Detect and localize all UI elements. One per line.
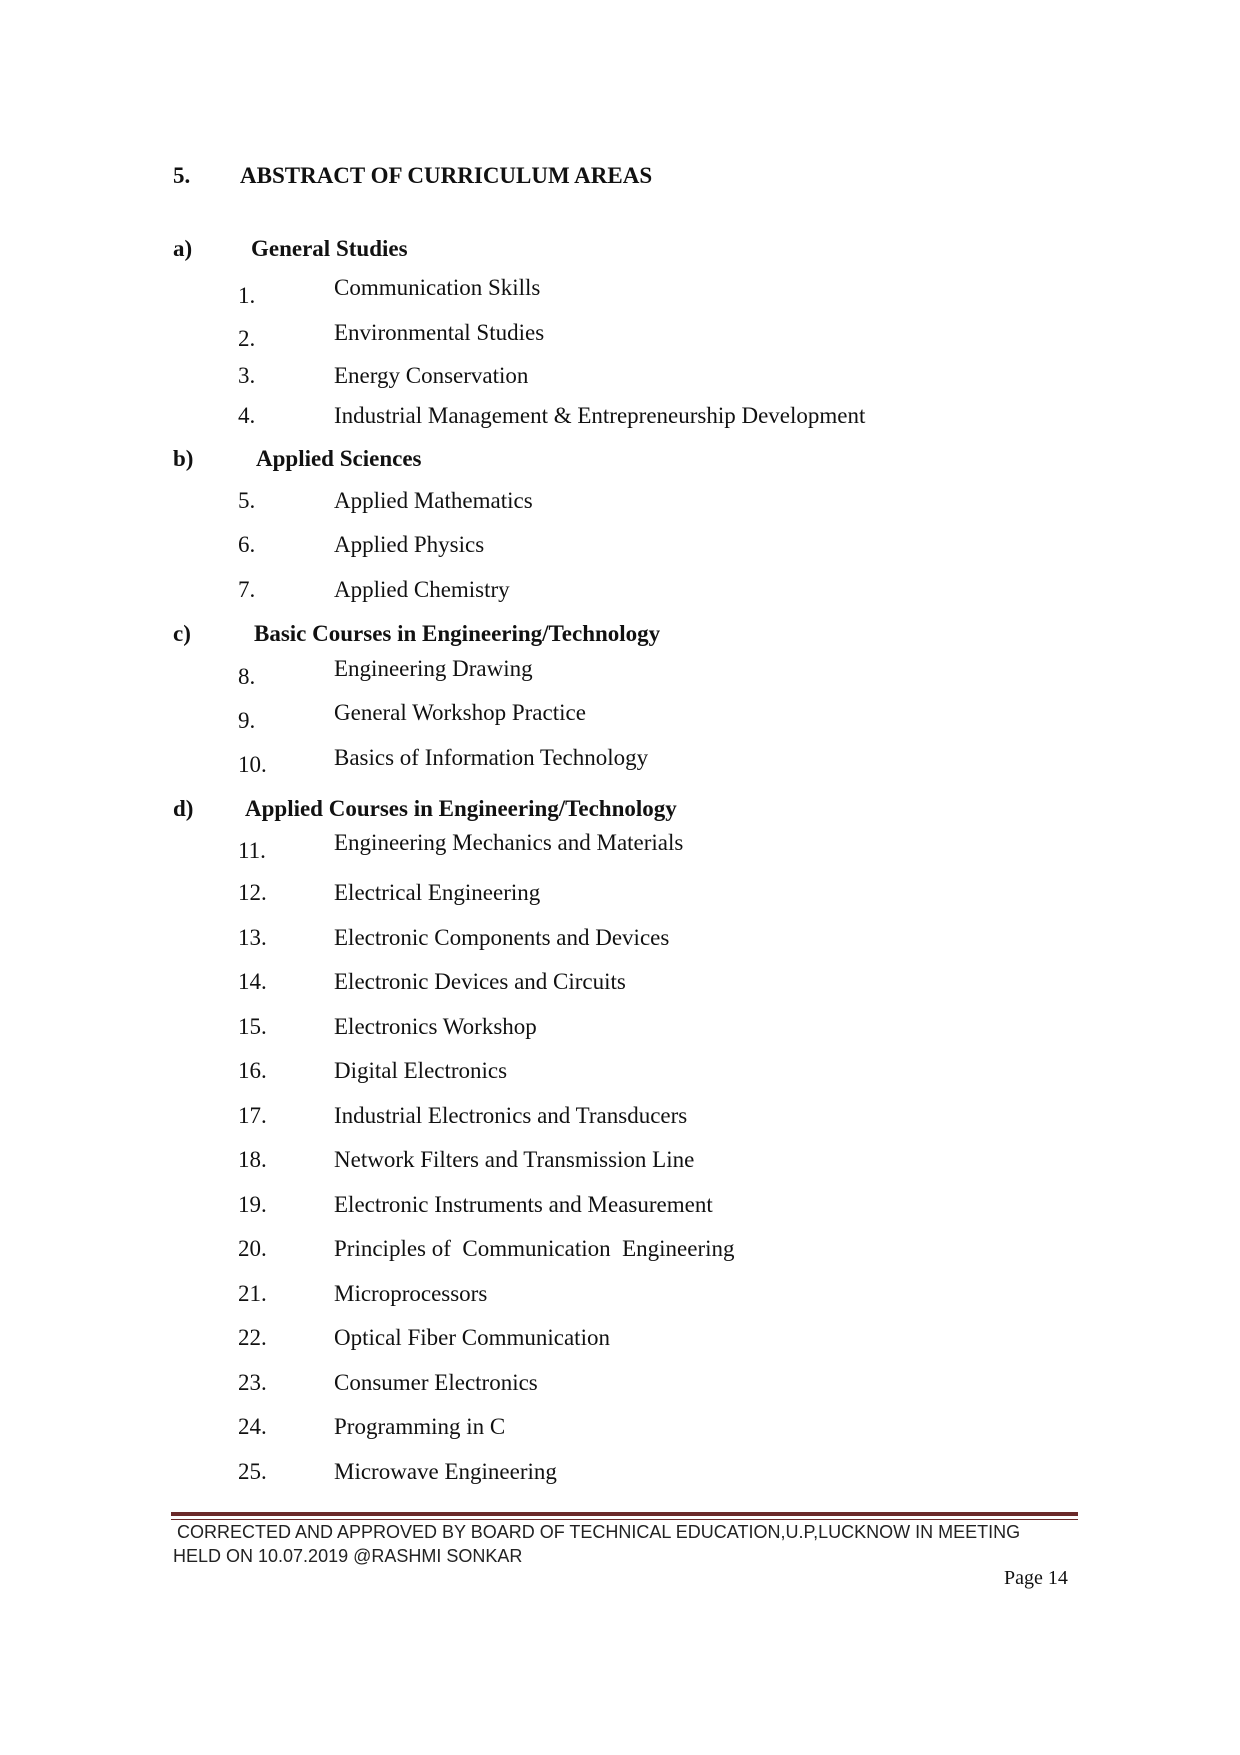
- item-text: Engineering Mechanics and Materials: [334, 830, 684, 855]
- footer-divider: [171, 1512, 1078, 1516]
- section-letter: d): [173, 796, 194, 821]
- item-text: Basics of Information Technology: [334, 745, 649, 770]
- item-text: Consumer Electronics: [334, 1370, 538, 1395]
- item-number: 14.: [238, 969, 267, 994]
- item-text: Communication Skills: [334, 275, 541, 300]
- section-title: Applied Sciences: [256, 446, 422, 471]
- item-text: Electronic Devices and Circuits: [334, 969, 626, 994]
- item-text: Energy Conservation: [334, 363, 529, 388]
- item-number: 4.: [238, 403, 256, 428]
- item-number: 6.: [238, 532, 256, 557]
- footer-note: [173, 1520, 1073, 1568]
- section-letter: c): [173, 621, 191, 646]
- item-text: Network Filters and Transmission Line: [334, 1147, 695, 1172]
- item-number: 8.: [238, 664, 256, 689]
- heading-number: 5.: [173, 163, 191, 188]
- item-number: 2.: [238, 326, 256, 351]
- item-text: Industrial Management & Entrepreneurship Development: [334, 403, 866, 428]
- heading-title: ABSTRACT OF CURRICULUM AREAS: [240, 163, 653, 188]
- item-text: Programming in C: [334, 1414, 506, 1439]
- section-title: Basic Courses in Engineering/Technology: [254, 621, 661, 646]
- item-number: 19.: [238, 1192, 267, 1217]
- item-text: Digital Electronics: [334, 1058, 508, 1083]
- item-number: 7.: [238, 577, 256, 602]
- footer-line-2: HELD ON 10.07.2019 @RASHMI SONKAR: [173, 1546, 523, 1566]
- section-title: General Studies: [251, 236, 408, 261]
- item-text: Applied Mathematics: [334, 488, 533, 513]
- item-text: Engineering Drawing: [334, 656, 533, 681]
- item-number: 11.: [238, 838, 266, 863]
- footer-line-1: CORRECTED AND APPROVED BY BOARD OF TECHNICAL EDUCATION,U.P,LUCKNOW IN MEETING: [177, 1522, 1021, 1542]
- item-number: 17.: [238, 1103, 267, 1128]
- page-number: Page 14: [1004, 1567, 1068, 1589]
- section-letter: b): [173, 446, 194, 471]
- item-text: Electronics Workshop: [334, 1014, 537, 1039]
- item-number: 18.: [238, 1147, 267, 1172]
- item-number: 3.: [238, 363, 256, 388]
- item-number: 25.: [238, 1459, 267, 1484]
- item-number: 10.: [238, 752, 267, 777]
- item-text: Principles of Communication Engineering: [334, 1236, 735, 1261]
- item-number: 16.: [238, 1058, 267, 1083]
- item-text: Industrial Electronics and Transducers: [334, 1103, 688, 1128]
- item-text: Electronic Components and Devices: [334, 925, 670, 950]
- item-number: 24.: [238, 1414, 267, 1439]
- item-number: 5.: [238, 488, 256, 513]
- item-number: 15.: [238, 1014, 267, 1039]
- item-number: 9.: [238, 708, 256, 733]
- item-number: 21.: [238, 1281, 267, 1306]
- item-text: Environmental Studies: [334, 320, 545, 345]
- item-number: 1.: [238, 283, 256, 308]
- item-text: General Workshop Practice: [334, 700, 586, 725]
- item-text: Applied Physics: [334, 532, 485, 557]
- item-number: 23.: [238, 1370, 267, 1395]
- section-title: Applied Courses in Engineering/Technology: [245, 796, 677, 821]
- item-text: Microwave Engineering: [334, 1459, 557, 1484]
- item-text: Optical Fiber Communication: [334, 1325, 610, 1350]
- item-number: 13.: [238, 925, 267, 950]
- item-number: 12.: [238, 880, 267, 905]
- item-number: 20.: [238, 1236, 267, 1261]
- item-number: 22.: [238, 1325, 267, 1350]
- item-text: Microprocessors: [334, 1281, 488, 1306]
- section-letter: a): [173, 236, 193, 261]
- item-text: Applied Chemistry: [334, 577, 510, 602]
- item-text: Electronic Instruments and Measurement: [334, 1192, 713, 1217]
- item-text: Electrical Engineering: [334, 880, 541, 905]
